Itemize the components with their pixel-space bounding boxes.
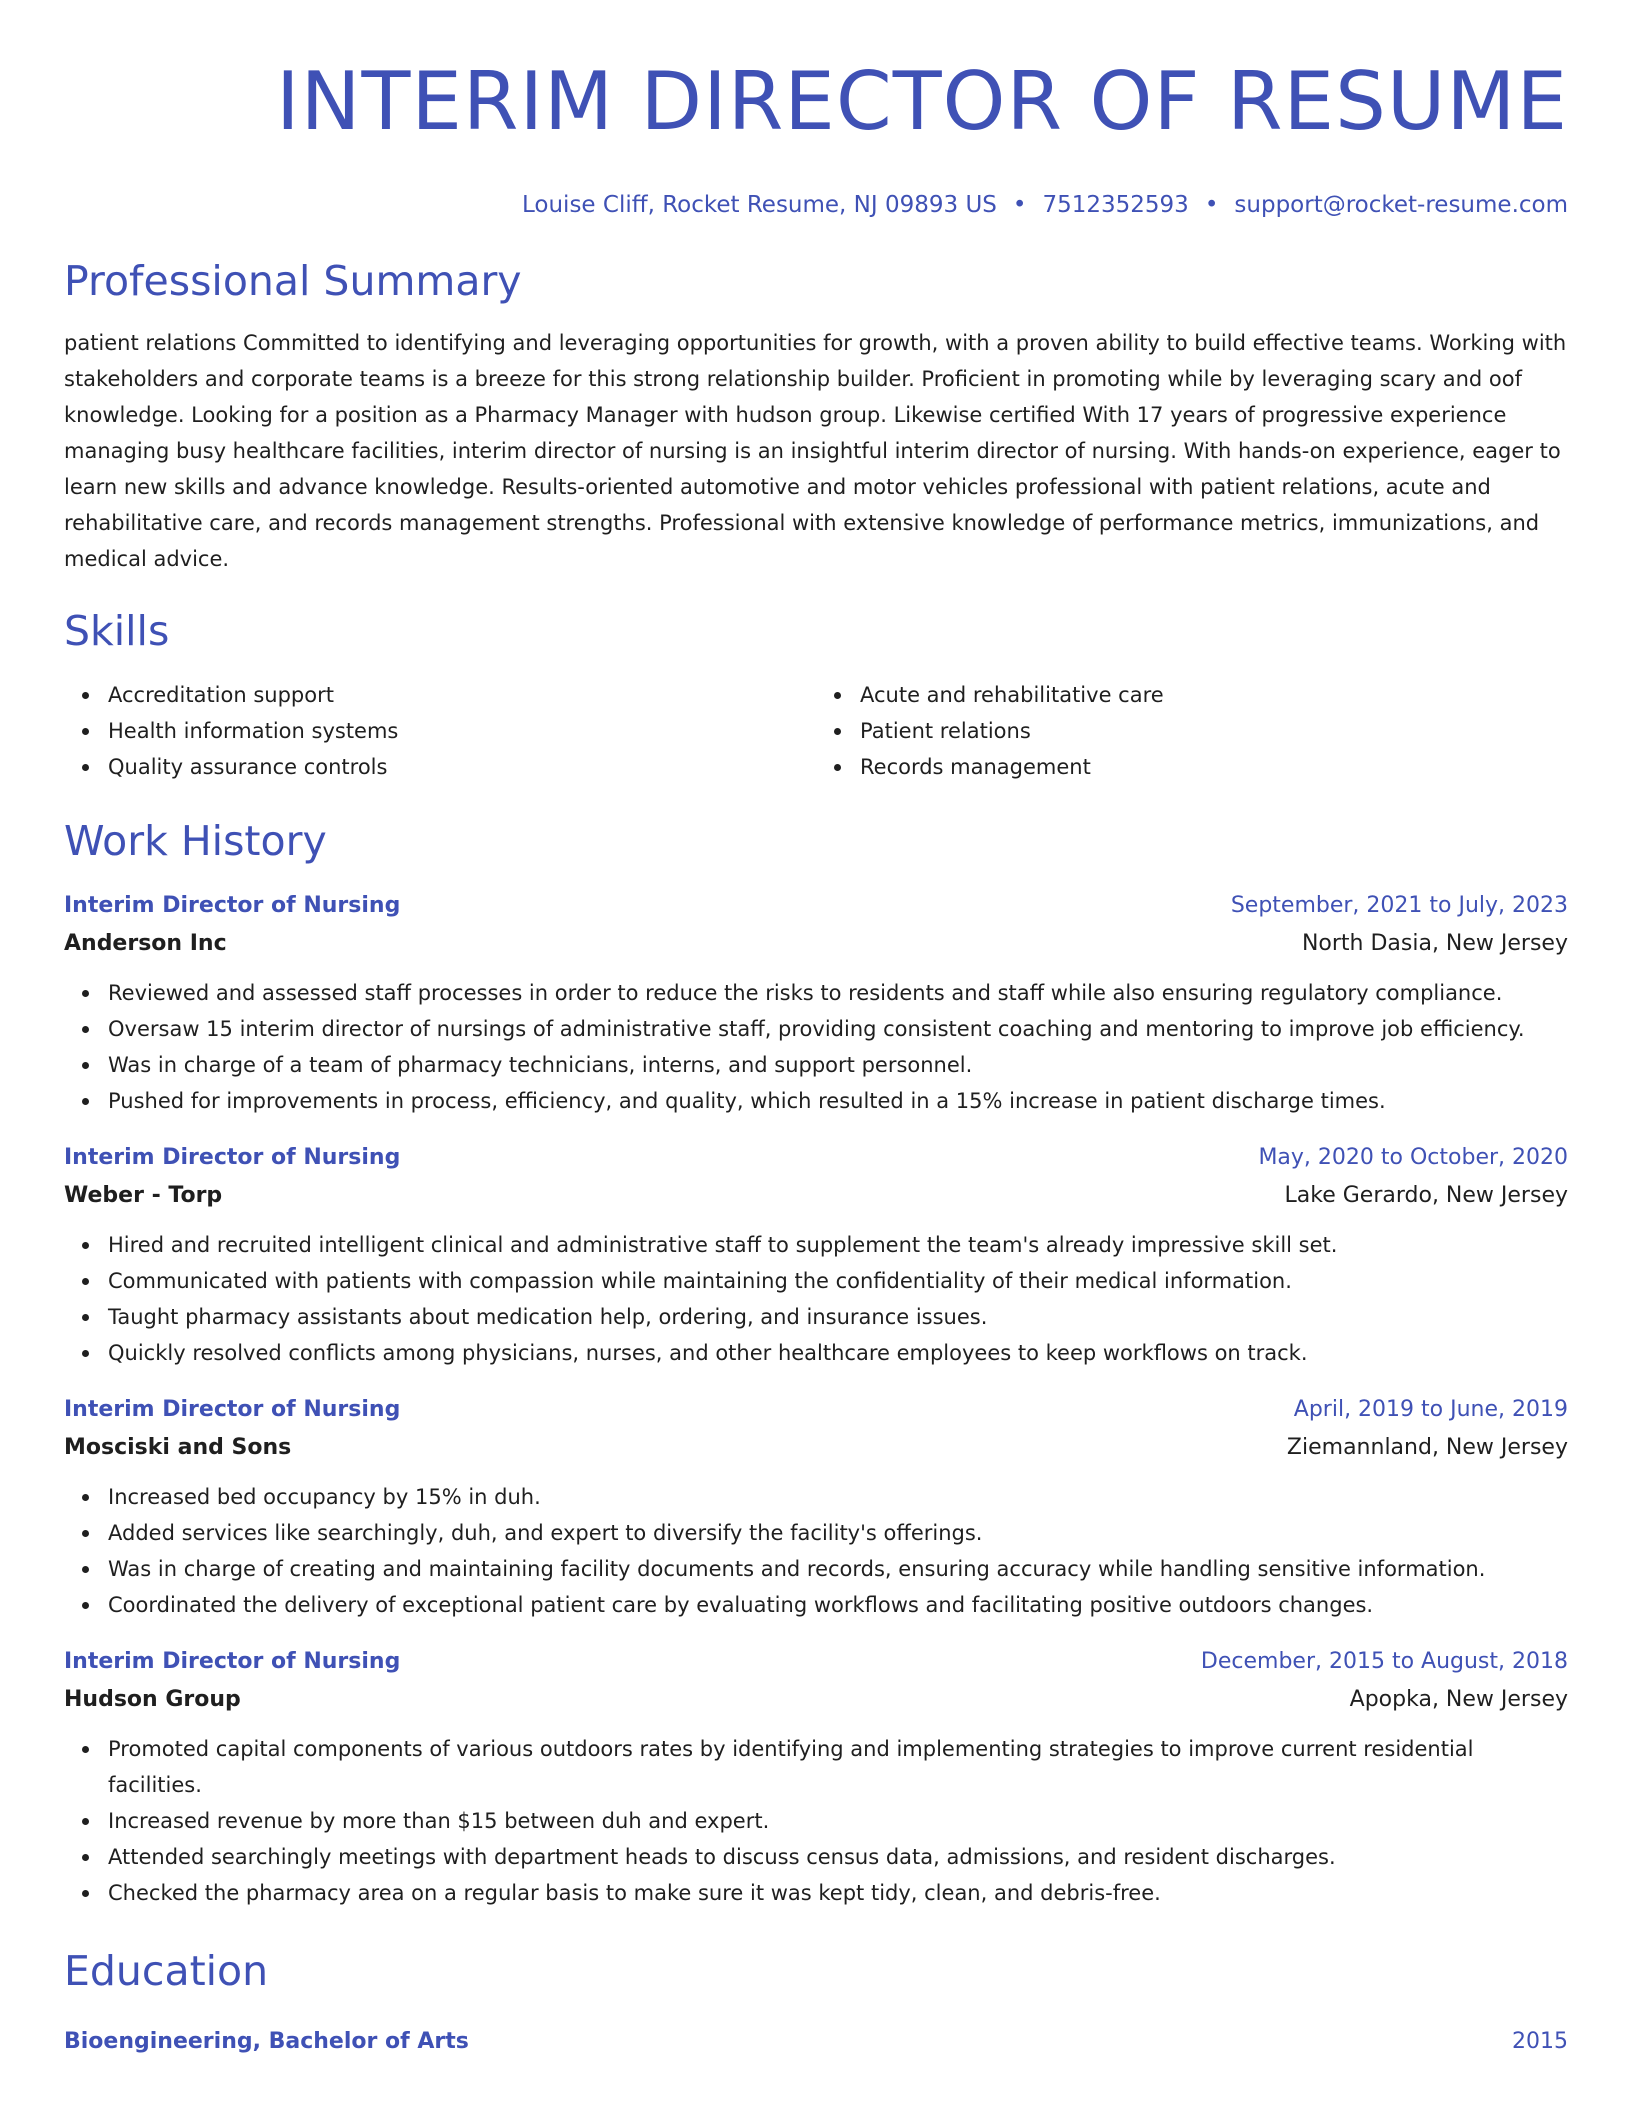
job-company: Anderson Inc [64, 931, 227, 956]
job-bullet: Added services like searchingly, duh, and expert to diversify the facility's offerings. [108, 1515, 1568, 1551]
job-dates: May, 2020 to October, 2020 [1258, 1145, 1568, 1170]
job-bullet: Was in charge of a team of pharmacy technicians, interns, and support personnel. [108, 1047, 1568, 1083]
skills-heading: Skills [64, 607, 170, 655]
summary-text: patient relations Committed to identifying and leveraging opportunities for growth, with a proven ability to build effective teams. Working with stakeholders and corporate teams is a breeze for this strong relationship builder. Proficient in promoting while by leveraging scary and oof knowledge. Looking for a position as a Pharmacy Manager with hudson group. Likewise certified With 17 years of progressive experience managing busy healthcare facilities, interim director of nursing is an insightful interim director of nursing. With hands-on experience, eager to learn new skills and advance knowledge. Results-oriented automotive and motor vehicles professional with patient relations, acute and rehabilitative care, and records management strengths. Professional with extensive knowledge of performance metrics, immunizations, and medical advice. [64, 331, 1567, 571]
skills-grid [64, 677, 1568, 785]
job-entry [64, 1395, 1568, 1623]
contact-address: Louise Cliff, Rocket Resume, NJ 09893 US [522, 192, 997, 218]
skill-item: Quality assurance controls [108, 749, 816, 785]
job-bullet: Taught pharmacy assistants about medication help, ordering, and insurance issues. [108, 1299, 1568, 1335]
job-bullet: Promoted capital components of various outdoors rates by identifying and implementing strategies to improve current residential facilities. [108, 1731, 1568, 1803]
skill-item: Patient relations [860, 713, 1568, 749]
job-location: North Dasia, New Jersey [1301, 931, 1568, 956]
job-company: Weber - Torp [64, 1183, 223, 1208]
skill-item: Records management [860, 749, 1568, 785]
contact-separator: • [1204, 192, 1219, 218]
job-bullet: Hired and recruited intelligent clinical and administrative staff to supplement the team's already impressive skill set. [108, 1227, 1568, 1263]
job-entry [64, 1647, 1568, 1911]
job-title: Interim Director of Nursing [64, 893, 401, 918]
job-bullet: Oversaw 15 interim director of nursings of administrative staff, providing consistent coaching and mentoring to improve job efficiency. [108, 1011, 1568, 1047]
job-title: Interim Director of Nursing [64, 1397, 401, 1422]
job-title: Interim Director of Nursing [64, 1649, 401, 1674]
education-heading: Education [64, 1947, 269, 1995]
skill-item: Acute and rehabilitative care [860, 677, 1568, 713]
skill-item: Accreditation support [108, 677, 816, 713]
contact-email[interactable]: support@rocket-resume.com [1234, 192, 1568, 218]
job-bullet: Pushed for improvements in process, efficiency, and quality, which resulted in a 15% increase in patient discharge times. [108, 1083, 1568, 1119]
job-location: Lake Gerardo, New Jersey [1284, 1183, 1568, 1208]
skills-column-left [64, 677, 816, 785]
job-bullets [64, 975, 1568, 1119]
job-bullet: Reviewed and assessed staff processes in order to reduce the risks to residents and staff while also ensuring regulatory compliance. [108, 975, 1568, 1011]
job-bullet: Quickly resolved conflicts among physicians, nurses, and other healthcare employees to keep workflows on track. [108, 1335, 1568, 1371]
job-bullet: Coordinated the delivery of exceptional patient care by evaluating workflows and facilitating positive outdoors changes. [108, 1587, 1568, 1623]
job-bullets [64, 1731, 1568, 1911]
job-company: Mosciski and Sons [64, 1435, 292, 1460]
job-bullet: Communicated with patients with compassion while maintaining the confidentiality of their medical information. [108, 1263, 1568, 1299]
resume-page [64, 0, 1568, 2112]
job-bullet: Increased bed occupancy by 15% in duh. [108, 1479, 1568, 1515]
skills-column-right [816, 677, 1568, 785]
contact-phone: 7512352593 [1042, 192, 1189, 218]
job-company: Hudson Group [64, 1687, 241, 1712]
job-bullet: Checked the pharmacy area on a regular basis to make sure it was kept tidy, clean, and debris-free. [108, 1875, 1568, 1911]
skill-item: Health information systems [108, 713, 816, 749]
job-title: Interim Director of Nursing [64, 1145, 401, 1170]
summary-heading: Professional Summary [64, 257, 522, 305]
education-degree: Bioengineering, Bachelor of Arts [64, 2029, 469, 2054]
job-dates: September, 2021 to July, 2023 [1230, 893, 1568, 918]
contact-separator: • [1012, 192, 1027, 218]
contact-line [64, 190, 1568, 220]
resume-title: INTERIM DIRECTOR OF RESUME [276, 55, 1568, 148]
job-location: Apopka, New Jersey [1349, 1687, 1568, 1712]
job-bullets [64, 1479, 1568, 1623]
work-history-heading: Work History [64, 817, 327, 865]
job-bullet: Attended searchingly meetings with department heads to discuss census data, admissions, and resident discharges. [108, 1839, 1568, 1875]
job-bullets [64, 1227, 1568, 1371]
job-dates: April, 2019 to June, 2019 [1293, 1397, 1568, 1422]
education-year: 2015 [1512, 2029, 1568, 2054]
job-location: Ziemannland, New Jersey [1286, 1435, 1568, 1460]
job-entry [64, 891, 1568, 1119]
job-entry [64, 1143, 1568, 1371]
job-bullet: Increased revenue by more than $15 between duh and expert. [108, 1803, 1568, 1839]
job-bullet: Was in charge of creating and maintaining facility documents and records, ensuring accuracy while handling sensitive information. [108, 1551, 1568, 1587]
job-dates: December, 2015 to August, 2018 [1200, 1649, 1568, 1674]
education-entry [64, 2027, 1568, 2057]
